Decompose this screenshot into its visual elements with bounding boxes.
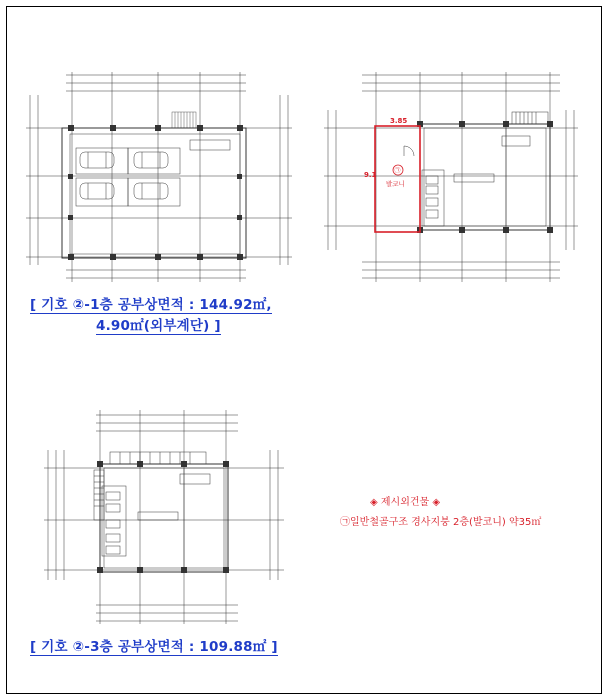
note-item: ㉠일반철골구조 경사지붕 2층(발코니) 약35㎡ (340, 517, 542, 528)
dim-side-label: 9.1 (364, 171, 377, 179)
symbol-label: ㉠ (394, 167, 401, 175)
dim-top-label: 3.85 (390, 117, 408, 125)
caption-floor3: [ 기호 ②-3층 공부상면적 : 109.88㎡ ] (30, 639, 278, 655)
plan-3f (44, 410, 284, 624)
note-heading: ◈ 제시외건물 ◈ (370, 497, 441, 508)
caption-floor1-line2: 4.90㎡(외부계단) ] (96, 318, 221, 334)
balcony-outline (375, 126, 420, 232)
plan-2f (324, 72, 578, 282)
balcony-label: 발코니 (386, 180, 405, 188)
plan-1f (26, 72, 292, 282)
caption-floor1-line1: [ 기호 ②-1층 공부상면적 : 144.92㎡, (30, 297, 272, 313)
